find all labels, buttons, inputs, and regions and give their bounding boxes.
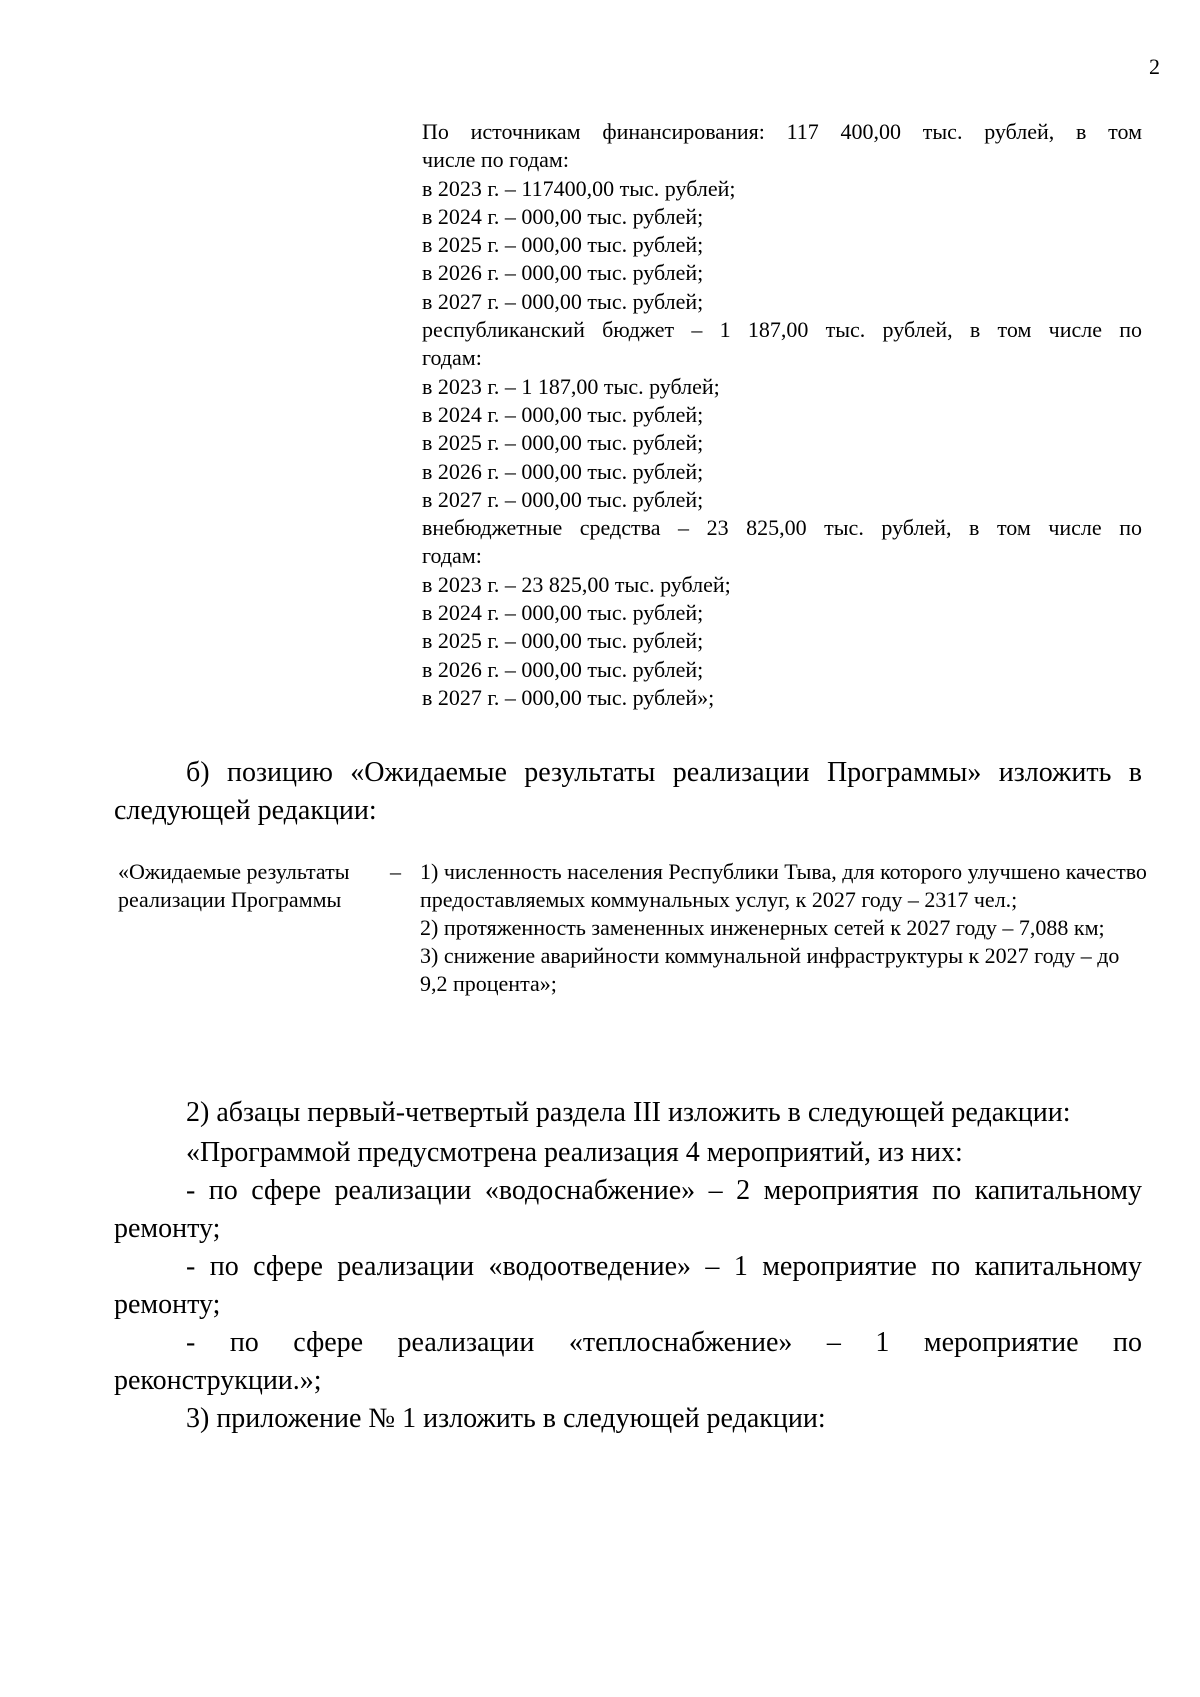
funding-line: годам: bbox=[422, 345, 482, 371]
expected-result-item: 1) численность населения Республики Тыва, для которого улучшено качество предоставляемых коммунальных услуг, к 2027 году – 2317 чел.; bbox=[420, 859, 1147, 912]
expected-result-item: 3) снижение аварийности коммунальной инфраструктуры к 2027 году – до 9,2 процента»; bbox=[420, 943, 1120, 996]
water-disposal-paragraph: - по сфере реализации «водоотведение» – 1 мероприятие по капитальному ремонту; bbox=[114, 1251, 1142, 1320]
funding-line: в 2023 г. – 117400,00 тыс. рублей; bbox=[422, 175, 736, 201]
program-measures-paragraph: «Программой предусмотрена реализация 4 мероприятий, из них: bbox=[186, 1137, 963, 1168]
funding-line: в 2024 г. – 000,00 тыс. рублей; bbox=[422, 401, 704, 427]
funding-line: республиканский бюджет – 1 187,00 тыс. рублей, в том числе по bbox=[422, 317, 1142, 343]
funding-line: в 2026 г. – 000,00 тыс. рублей; bbox=[422, 458, 704, 484]
funding-line: в 2024 г. – 000,00 тыс. рублей; bbox=[422, 203, 704, 229]
funding-line: в 2027 г. – 000,00 тыс. рублей; bbox=[422, 486, 704, 512]
expected-results-label: «Ожидаемые результаты реализации Программы bbox=[118, 859, 350, 912]
funding-line: По источникам финансирования: 117 400,00 тыс. рублей, в том bbox=[422, 119, 1142, 144]
funding-line: числе по годам: bbox=[422, 147, 569, 173]
funding-line: в 2025 г. – 000,00 тыс. рублей; bbox=[422, 628, 704, 654]
funding-line: в 2027 г. – 000,00 тыс. рублей»; bbox=[422, 684, 715, 710]
funding-line: в 2023 г. – 1 187,00 тыс. рублей; bbox=[422, 373, 720, 399]
section-b-paragraph: б) позицию «Ожидаемые результаты реализации Программы» изложить в следующей редакции: bbox=[114, 757, 1142, 826]
page-number: 2 bbox=[1149, 54, 1160, 79]
funding-line: годам: bbox=[422, 543, 482, 569]
expected-result-item: 2) протяженность замененных инженерных сетей к 2027 году – 7,088 км; bbox=[420, 915, 1105, 940]
heat-supply-paragraph-line2: реконструкции.»; bbox=[114, 1365, 322, 1396]
funding-line: в 2026 г. – 000,00 тыс. рублей; bbox=[422, 656, 704, 682]
heat-supply-paragraph-line1: - по сфере реализации «теплоснабжение» – 1 мероприятие по bbox=[186, 1327, 1142, 1358]
funding-line: в 2025 г. – 000,00 тыс. рублей; bbox=[422, 430, 704, 456]
amendment-3-paragraph: 3) приложение № 1 изложить в следующей редакции: bbox=[186, 1403, 826, 1434]
funding-line: внебюджетные средства – 23 825,00 тыс. рублей, в том числе по bbox=[422, 515, 1142, 541]
funding-line: в 2024 г. – 000,00 тыс. рублей; bbox=[422, 600, 704, 626]
expected-results-items bbox=[420, 858, 1148, 998]
funding-block bbox=[422, 118, 1142, 712]
expected-results-dash: – bbox=[390, 859, 401, 884]
funding-line: в 2027 г. – 000,00 тыс. рублей; bbox=[422, 288, 704, 314]
funding-line: в 2026 г. – 000,00 тыс. рублей; bbox=[422, 260, 704, 286]
funding-line: в 2025 г. – 000,00 тыс. рублей; bbox=[422, 232, 704, 258]
amendment-2-paragraph: 2) абзацы первый-четвертый раздела III изложить в следующей редакции: bbox=[186, 1097, 1071, 1128]
funding-line: в 2023 г. – 23 825,00 тыс. рублей; bbox=[422, 571, 731, 597]
water-supply-paragraph: - по сфере реализации «водоснабжение» – 2 мероприятия по капитальному ремонту; bbox=[114, 1175, 1142, 1244]
